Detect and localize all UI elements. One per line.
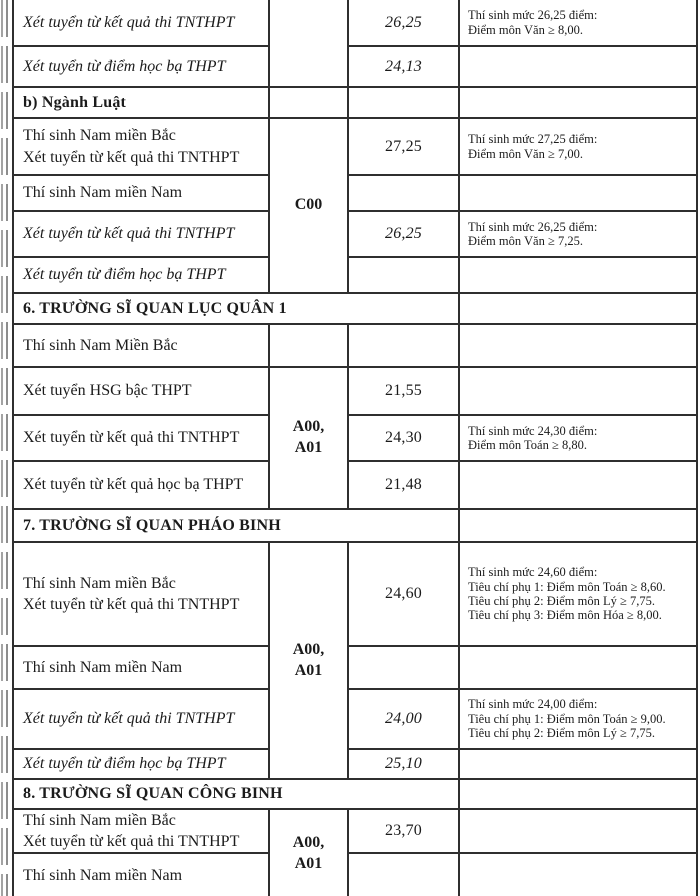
- note-cell-empty: [460, 510, 698, 543]
- left-gutter-line-outer: [1, 0, 3, 896]
- note-line: Thí sinh mức 24,00 điểm:: [468, 697, 598, 712]
- criteria-line: Thí sinh Nam miền Bắc: [23, 574, 176, 592]
- criteria-cell: Xét tuyển từ điểm học bạ THPT: [14, 258, 270, 294]
- note-cell-empty: [460, 325, 698, 368]
- score-cell-empty: [349, 647, 460, 690]
- criteria-cell: [14, 543, 270, 647]
- score-cell: 24,13: [349, 47, 460, 88]
- note-line: Thí sinh mức 24,60 điểm:: [468, 565, 598, 580]
- note-line: Tiêu chí phụ 1: Điểm môn Toán ≥ 8,60.: [468, 579, 666, 594]
- criteria-cell: Xét tuyển từ điểm học bạ THPT: [14, 750, 270, 780]
- code-line: A01: [294, 855, 323, 872]
- note-cell-empty: [460, 854, 698, 896]
- criteria-line: Thí sinh Nam miền Bắc: [23, 127, 176, 145]
- criteria-cell: Xét tuyển từ kết quả thi TNTHPT: [14, 690, 270, 750]
- code-cell: [270, 368, 349, 510]
- criteria-cell: [14, 119, 270, 176]
- score-cell: 26,25: [349, 212, 460, 258]
- code-line: A00,: [292, 418, 325, 436]
- code-cell: [270, 810, 349, 896]
- note-cell-empty: [460, 810, 698, 854]
- score-cell-empty: [349, 854, 460, 896]
- note-cell: [460, 543, 698, 647]
- section-7-header: 7. TRƯỜNG SĨ QUAN PHÁO BINH: [14, 510, 460, 543]
- note-cell-empty: [460, 462, 698, 510]
- note-line: Tiêu chí phụ 2: Điểm môn Lý ≥ 7,75.: [468, 726, 655, 741]
- score-cell: 26,25: [349, 0, 460, 47]
- note-cell-empty: [460, 647, 698, 690]
- section-8-header: 8. TRƯỜNG SĨ QUAN CÔNG BINH: [14, 780, 460, 810]
- score-cell: 27,25: [349, 119, 460, 176]
- code-cell-empty: [270, 0, 349, 88]
- note-line: Thí sinh mức 27,25 điểm:: [468, 132, 598, 147]
- note-cell-empty: [460, 47, 698, 88]
- note-cell-empty: [460, 780, 698, 810]
- subsection-b-header: b) Ngành Luật: [14, 88, 270, 119]
- note-cell-empty: [460, 294, 698, 325]
- score-cell-empty: [349, 325, 460, 368]
- code-cell-empty: [270, 325, 349, 368]
- note-cell-empty: [460, 258, 698, 294]
- score-cell-empty: [349, 258, 460, 294]
- criteria-cell: Xét tuyển từ kết quả thi TNTHPT: [14, 416, 270, 462]
- left-gutter-line-inner: [6, 0, 8, 896]
- note-cell-empty: [460, 176, 698, 212]
- note-line: Thí sinh mức 26,25 điểm:: [468, 219, 598, 234]
- criteria-line: Thí sinh Nam miền Bắc: [23, 811, 176, 829]
- criteria-cell: Xét tuyển từ kết quả học bạ THPT: [14, 462, 270, 510]
- note-line: Tiêu chí phụ 2: Điểm môn Lý ≥ 7,75.: [468, 594, 655, 608]
- note-line: Điểm môn Văn ≥ 7,25.: [468, 234, 583, 248]
- note-cell: [460, 0, 698, 47]
- code-cell: C00: [270, 119, 349, 294]
- code-line: A01: [294, 439, 323, 456]
- code-line: A01: [294, 661, 323, 679]
- note-line: Tiêu chí phụ 3: Điểm môn Hóa ≥ 8,00.: [468, 608, 662, 623]
- criteria-cell: Thí sinh Nam miền Nam: [14, 854, 270, 896]
- criteria-line: Xét tuyển từ kết quả thi TNTHPT: [23, 596, 240, 613]
- note-line: Tiêu chí phụ 1: Điểm môn Toán ≥ 9,00.: [468, 711, 666, 726]
- score-cell: 21,48: [349, 462, 460, 510]
- note-cell-empty: [460, 368, 698, 416]
- criteria-cell: [14, 810, 270, 854]
- score-cell-empty: [349, 88, 460, 119]
- code-line: A00,: [292, 640, 325, 658]
- note-cell-empty: [460, 750, 698, 780]
- note-line: Điểm môn Toán ≥ 8,80.: [468, 438, 587, 452]
- note-line: Điểm môn Văn ≥ 8,00.: [468, 22, 583, 37]
- criteria-line: Xét tuyển từ kết quả thi TNTHPT: [23, 833, 240, 850]
- note-cell: [460, 416, 698, 462]
- criteria-cell: Xét tuyển từ điểm học bạ THPT: [14, 47, 270, 88]
- note-line: Thí sinh mức 24,30 điểm:: [468, 423, 598, 438]
- criteria-cell: Xét tuyển HSG bậc THPT: [14, 368, 270, 416]
- note-cell: [460, 212, 698, 258]
- score-cell: 25,10: [349, 750, 460, 780]
- note-cell-empty: [460, 88, 698, 119]
- note-cell: [460, 119, 698, 176]
- criteria-cell: Thí sinh Nam miền Nam: [14, 647, 270, 690]
- score-cell: 21,55: [349, 368, 460, 416]
- note-cell: [460, 690, 698, 750]
- score-cell: 23,70: [349, 810, 460, 854]
- score-cell: 24,60: [349, 543, 460, 647]
- score-cell-empty: [349, 176, 460, 212]
- criteria-cell: Xét tuyển từ kết quả thi TNTHPT: [14, 0, 270, 47]
- criteria-line: Xét tuyển từ kết quả thi TNTHPT: [23, 148, 240, 166]
- admission-score-table: [12, 0, 696, 896]
- score-cell: 24,00: [349, 690, 460, 750]
- note-line: Điểm môn Văn ≥ 7,00.: [468, 146, 583, 161]
- code-line: A00,: [292, 834, 325, 852]
- note-line: Thí sinh mức 26,25 điểm:: [468, 8, 598, 23]
- criteria-cell: Xét tuyển từ kết quả thi TNTHPT: [14, 212, 270, 258]
- section-6-header: 6. TRƯỜNG SĨ QUAN LỤC QUÂN 1: [14, 294, 460, 325]
- code-cell-empty: [270, 88, 349, 119]
- score-cell: 24,30: [349, 416, 460, 462]
- criteria-cell: Thí sinh Nam Miền Bắc: [14, 325, 270, 368]
- code-cell: [270, 543, 349, 780]
- criteria-cell: Thí sinh Nam miền Nam: [14, 176, 270, 212]
